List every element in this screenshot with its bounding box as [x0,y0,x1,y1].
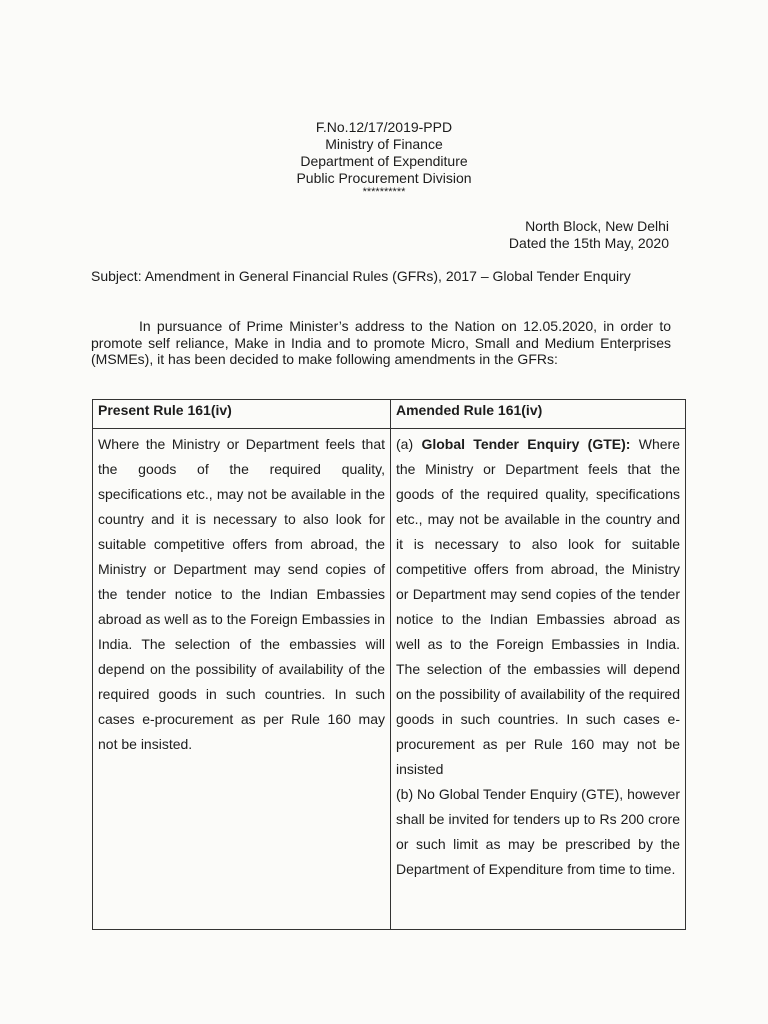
separator-stars: ********** [362,186,406,198]
address-block [509,218,669,252]
clause-a-label: (a) [396,436,414,452]
ministry-name: Ministry of Finance [325,136,443,152]
table-row [93,429,686,930]
present-rule-cell: Where the Ministry or Department feels that the goods of the required quality, specifications etc., may not be available in the country and it is necessary to also look for suitable competitive offers from abroad, the Ministry or Department may send copies of the tender notice to the Indian Embassies abroad as well as to the Foreign Embassies in India. The selection of the embassies will depend on the possibility of availability of the required goods in such countries. In such cases e-procurement as per Rule 160 may not be insisted. [93,429,391,930]
column-header-amended: Amended Rule 161(iv) [391,400,686,429]
letter-date: Dated the 15th May, 2020 [508,235,669,251]
file-number: F.No.12/17/2019-PPD [315,119,453,135]
clause-b-text: (b) No Global Tender Enquiry (GTE), however shall be invited for tenders up to Rs 200 crore or such limit as may be prescribed by the Department of Expenditure from time to time. [396,786,680,877]
table-header-row [93,400,686,429]
clause-a-text: Where the Ministry or Department feels that the goods of the required quality, specifications etc., may not be available in the country and it is necessary to also look for suitable competitive offers from abroad, the Ministry or Department may send copies of the tender notice to the Indian Embassies abroad as well as to the Foreign Embassies in India. The selection of the embassies will depend on the possibility of availability of the required goods in such countries. In such cases e-procurement as per Rule 160 may not be insisted [396,436,680,777]
amended-rule-cell [391,429,686,930]
column-header-present: Present Rule 161(iv) [93,400,391,429]
intro-paragraph: In pursuance of Prime Minister’s address to the Nation on 12.05.2020, in order to promote self reliance, Make in India and to promote Micro, Small and Medium Enterprises (MSMEs), it has been decided to make following amendments in the GFRs: [91,318,671,367]
amendment-table [92,399,686,930]
department-name: Department of Expenditure [300,153,468,169]
division-name: Public Procurement Division [296,170,472,186]
address-place: North Block, New Delhi [525,218,669,234]
subject-line: Subject: Amendment in General Financial Rules (GFRs), 2017 – Global Tender Enquiry [91,268,631,284]
gte-title: Global Tender Enquiry (GTE): [421,436,631,452]
letter-header [0,119,768,197]
